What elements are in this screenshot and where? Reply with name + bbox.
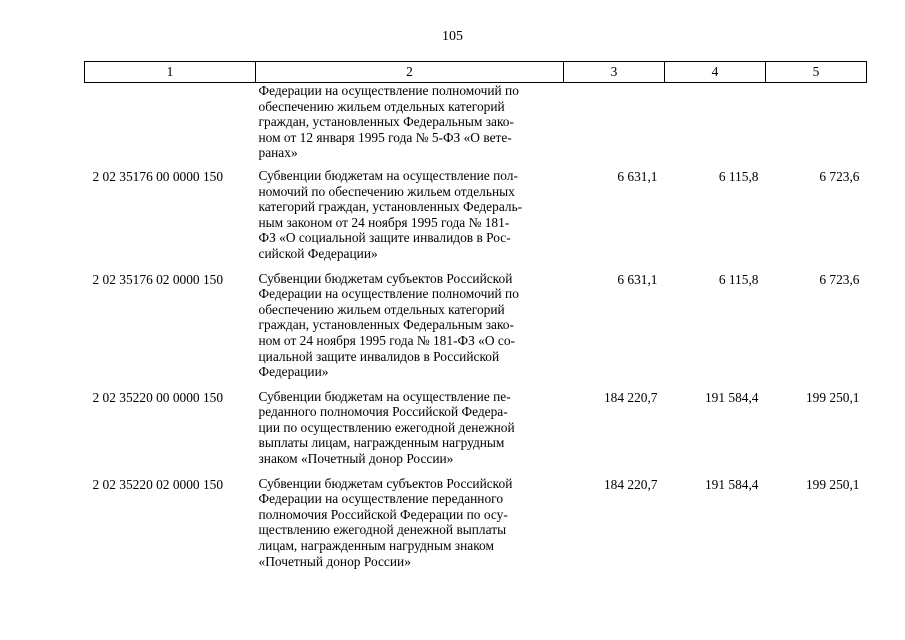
column-header-3: 3 xyxy=(564,62,665,83)
description-line: Федерации на осуществление переданного xyxy=(258,491,504,507)
table-row-continuation xyxy=(85,83,867,168)
description-line: Субвенции бюджетам субъектов Российской xyxy=(258,270,513,286)
description-line: ществлению ежегодной денежной выплаты xyxy=(258,522,507,538)
row-value-col5: 6 723,6 xyxy=(819,271,860,287)
description-line: Федерации на осуществление полномочий по xyxy=(258,83,519,98)
column-header-4: 4 xyxy=(665,62,766,83)
description-line: ФЗ «О социальной защите инвалидов в Рос- xyxy=(258,230,511,246)
row-value-col4 xyxy=(665,83,766,168)
description-line: Субвенции бюджетам на осуществление пе- xyxy=(258,388,511,404)
description-line: Субвенции бюджетам на осуществление пол- xyxy=(258,167,518,183)
description-line: номочий по обеспечению жильем отдельных xyxy=(258,183,515,199)
page-number: 105 xyxy=(442,29,463,44)
description-line: обеспечению жильем отдельных категорий xyxy=(258,301,505,317)
description-line: знаком «Почетный донор России» xyxy=(258,451,454,467)
description-line: граждан, установленных Федеральным зако- xyxy=(258,114,514,130)
row-code: 2 02 35220 00 0000 150 xyxy=(92,389,224,405)
row-value-col3: 184 220,7 xyxy=(603,476,658,492)
row-description xyxy=(256,476,564,579)
description-line: ранах» xyxy=(258,145,298,161)
column-header-2: 2 xyxy=(256,62,564,83)
description-line: выплаты лицам, награжденным нагрудным xyxy=(258,435,505,451)
budget-table xyxy=(84,61,867,578)
row-value-col3: 6 631,1 xyxy=(617,271,658,287)
description-line: ном от 24 ноября 1995 года № 181-ФЗ «О со- xyxy=(258,332,515,348)
description-line: лицам, награжденным нагрудным знаком xyxy=(258,538,494,554)
description-line: сийской Федерации» xyxy=(258,245,378,261)
column-header-1: 1 xyxy=(85,62,256,83)
row-description xyxy=(256,83,564,168)
row-value-col5 xyxy=(766,83,867,168)
description-line: ном от 12 января 1995 года № 5-ФЗ «О вете- xyxy=(258,129,512,145)
table-row xyxy=(85,271,867,389)
description-line: «Почетный донор России» xyxy=(258,553,411,569)
description-line: ции по осуществлению ежегодной денежной xyxy=(258,419,515,435)
row-value-col5: 199 250,1 xyxy=(805,476,860,492)
column-header-5: 5 xyxy=(766,62,867,83)
row-value-col5: 6 723,6 xyxy=(819,168,860,184)
row-value-col4: 191 584,4 xyxy=(704,476,759,492)
row-code: 2 02 35176 00 0000 150 xyxy=(92,168,224,184)
table-row xyxy=(85,168,867,271)
description-line: реданного полномочия Российской Федера- xyxy=(258,404,508,420)
description-line: Субвенции бюджетам субъектов Российской xyxy=(258,475,513,491)
row-code xyxy=(85,83,256,168)
table-row xyxy=(85,389,867,476)
header-row xyxy=(85,62,867,83)
description-line: Федерации» xyxy=(258,364,329,380)
row-value-col4: 191 584,4 xyxy=(704,389,759,405)
row-value-col4: 6 115,8 xyxy=(718,168,759,184)
description-line: циальной защите инвалидов в Российской xyxy=(258,348,500,364)
description-line: категорий граждан, установленных Федераль- xyxy=(258,199,523,215)
row-description xyxy=(256,168,564,271)
row-value-col3 xyxy=(564,83,665,168)
row-code: 2 02 35176 02 0000 150 xyxy=(92,271,224,287)
description-line: обеспечению жильем отдельных категорий xyxy=(258,98,505,114)
row-value-col4: 6 115,8 xyxy=(718,271,759,287)
row-value-col3: 6 631,1 xyxy=(617,168,658,184)
row-value-col3: 184 220,7 xyxy=(603,389,658,405)
row-description xyxy=(256,271,564,389)
table-row xyxy=(85,476,867,579)
description-line: ным законом от 24 ноября 1995 года № 181- xyxy=(258,214,510,230)
row-code: 2 02 35220 02 0000 150 xyxy=(92,476,224,492)
description-line: граждан, установленных Федеральным зако- xyxy=(258,317,514,333)
row-description xyxy=(256,389,564,476)
description-line: полномочия Российской Федерации по осу- xyxy=(258,506,508,522)
row-value-col5: 199 250,1 xyxy=(805,389,860,405)
description-line: Федерации на осуществление полномочий по xyxy=(258,286,519,302)
